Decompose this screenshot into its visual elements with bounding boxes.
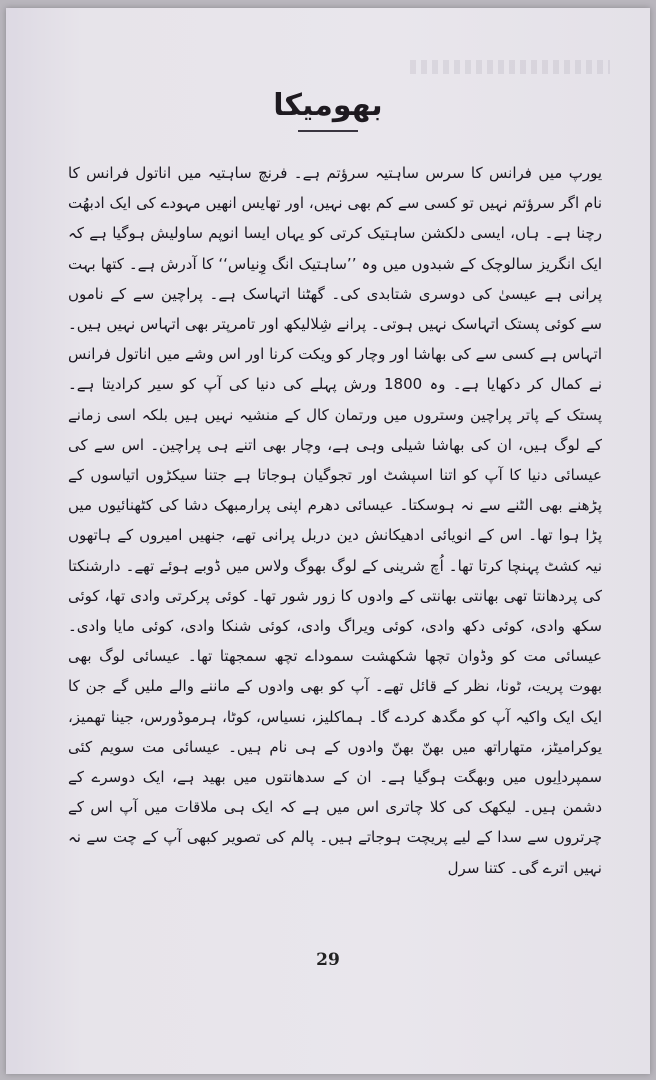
title-underline bbox=[298, 130, 358, 132]
body-paragraph: یورپ میں فرانس کا سرس ساہتیہ سرؤتم ہے۔ فرنچ ساہتیہ میں اناتول فرانس کا نام اگر سرؤتم نہیں تو کسی سے کم بھی نہیں، اور تھایس انھیں مہودے کی ایک ادبھُت رچنا ہے۔ ہاں، ایسی دلکشن ساہتیک کرتی کو یہاں ایسا انوپم ساولیش ہوگیا ہے کہ ایک انگریز سالوچک کے شبدوں میں وہ ’’ساہتیک انگ وِنیاس‘‘ کا آدرش ہے۔ کتھا بہت پرانی ہے عیسیٰ کی دوسری شتابدی کی۔ گھٹنا اتہاسک ہے۔ پراچین سے کے ناموں سے کوئی پستک اتہاسک نہیں ہوتی۔ پرانے شِلالیکھ اور تامرپتر بھی اتہاس نہیں ہیں۔ اتہاس ہے کسی سے کی بھاشا اور وچار کو ویکت کرنا اور اس وشے میں اناتول فرانس نے کمال کر دکھایا ہے۔ وہ 1800 ورش پہلے کی دنیا کی آپ کو سیر کرادیتا ہے۔ پستک کے پاتر پراچین وستروں میں ورتمان کال کے منشیہ نہیں ہیں بلکہ اسی زمانے کے لوگ ہیں، ان کی بھاشا شیلی وہی ہے، وچار بھی اتنے ہی پراچین۔ اس سے کی عیسائی دنیا کا آپ کو اتنا اسپشٹ اور تجوگیان ہوجاتا ہے جتنا سیکڑوں اتیاسوں کے پڑھنے بھی الٹنے سے نہ ہوسکتا۔ عیسائی دھرم اپنی پرارمبھک دشا کی کٹھنائیوں میں پڑا ہوا تھا۔ اس کے انویائی ادھیکانش دین دربل پرانی تھے، جنھیں امیروں کے ہاتھوں نیہ کشٹ پہنچا کرتا تھا۔ اُچ شرینی کے لوگ بھوگ ولاس میں ڈوبے ہوئے تھے۔ دارشنکتا کی پردھانتا تھی بھانتی بھانتی کے وادوں کا زور شور تھا۔ کوئی پرکرتی وادی تھا، کوئی سکھ وادی، کوئی دکھ وادی، کوئی ویراگ وادی، کوئی شنکا وادی، کوئی مایا وادی۔ عیسائی مت کو وڈوان تچھا شکھشت سموداے تچھ سمجھتا تھا۔ عیسائی لوگ بھی بھوت پریت، ٹونا، نظر کے قائل تھے۔ آپ کو بھی وادوں کے ماننے والے ملیں گے جن کا ایک ایک واکیہ آپ کو مگدھ کردے گا۔ ہماکلیز، نسیاس، کوٹا، ہرموڈورس، جینا تھمیز، یوکرامیٹز، متھاراتھ میں بھنّ بھنّ وادوں کے ہی نام ہیں۔ عیسائی مت سویم کئی سمپرداِیوں میں وبھگت ہوگیا ہے۔ ان کے سدھانتوں میں بھید ہے، ایک دوسرے کے دشمن ہیں۔ لیکھک کی کلا چاتری اس میں ہے کہ ایک ہی ملاقات میں آپ اس کے چرتروں سے سدا کے لیے پریچت ہوجاتے ہیں۔ پالم کی تصویر کبھی آپ کے چت سے نہ نہیں اترے گی۔ کتنا سرل bbox=[68, 164, 602, 877]
book-page bbox=[6, 8, 650, 1074]
page-title: بھومیکا bbox=[273, 88, 383, 123]
page-number: 29 bbox=[316, 950, 340, 970]
bleed-through-text bbox=[410, 60, 610, 74]
